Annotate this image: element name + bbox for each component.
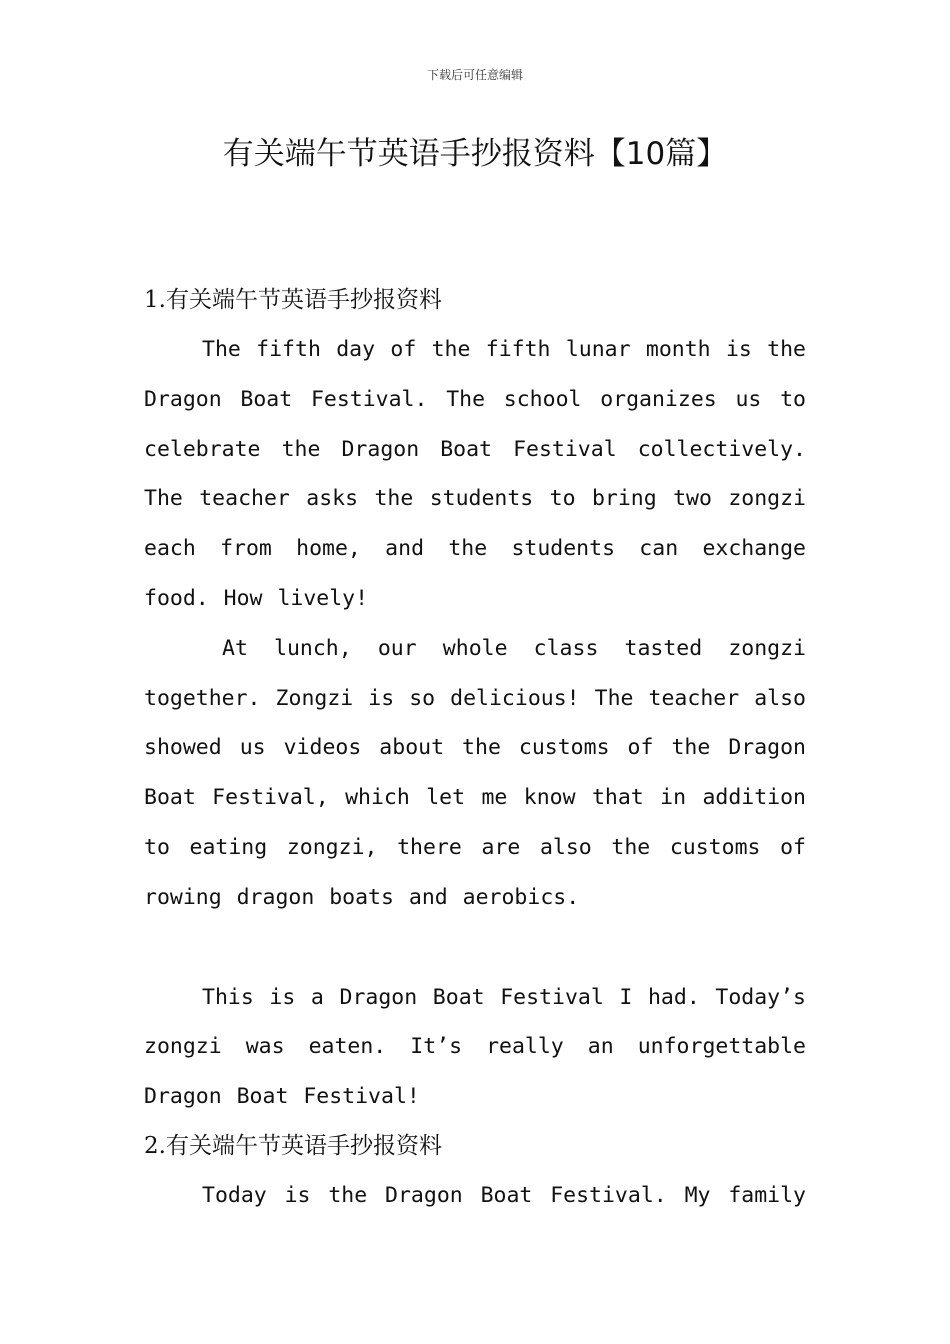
- document-title: 有关端午节英语手抄报资料【10篇】: [222, 136, 728, 172]
- header-note: 下载后可任意编辑: [426, 68, 523, 82]
- paragraph: The fifth day of the fifth lunar month is the Dragon Boat Festival. The school organizes us to celebrate the Dragon Boat Festival collectively. The teacher asks the students to bring two zongzi each from home, and the students can exchange food. How lively!: [144, 337, 806, 611]
- paragraph: This is a Dragon Boat Festival I had. Today’s zongzi was eaten. It’s really an unforgettable Dragon Boat Festival!: [144, 984, 806, 1110]
- paragraph-spacer: [144, 923, 806, 973]
- document-body: [144, 276, 806, 1221]
- section-heading-1: 1.有关端午节英语手抄报资料: [144, 287, 442, 313]
- paragraph: At lunch, our whole class tasted zongzi together. Zongzi is so delicious! The teacher also showed us videos about the customs of the Dragon Boat Festival, which let me know that in addition to eating zongzi, there are also the customs of rowing dragon boats and aerobics.: [144, 635, 806, 910]
- paragraph: Today is the Dragon Boat Festival. My family: [202, 1182, 806, 1208]
- section-heading-2: 2.有关端午节英语手抄报资料: [144, 1132, 442, 1159]
